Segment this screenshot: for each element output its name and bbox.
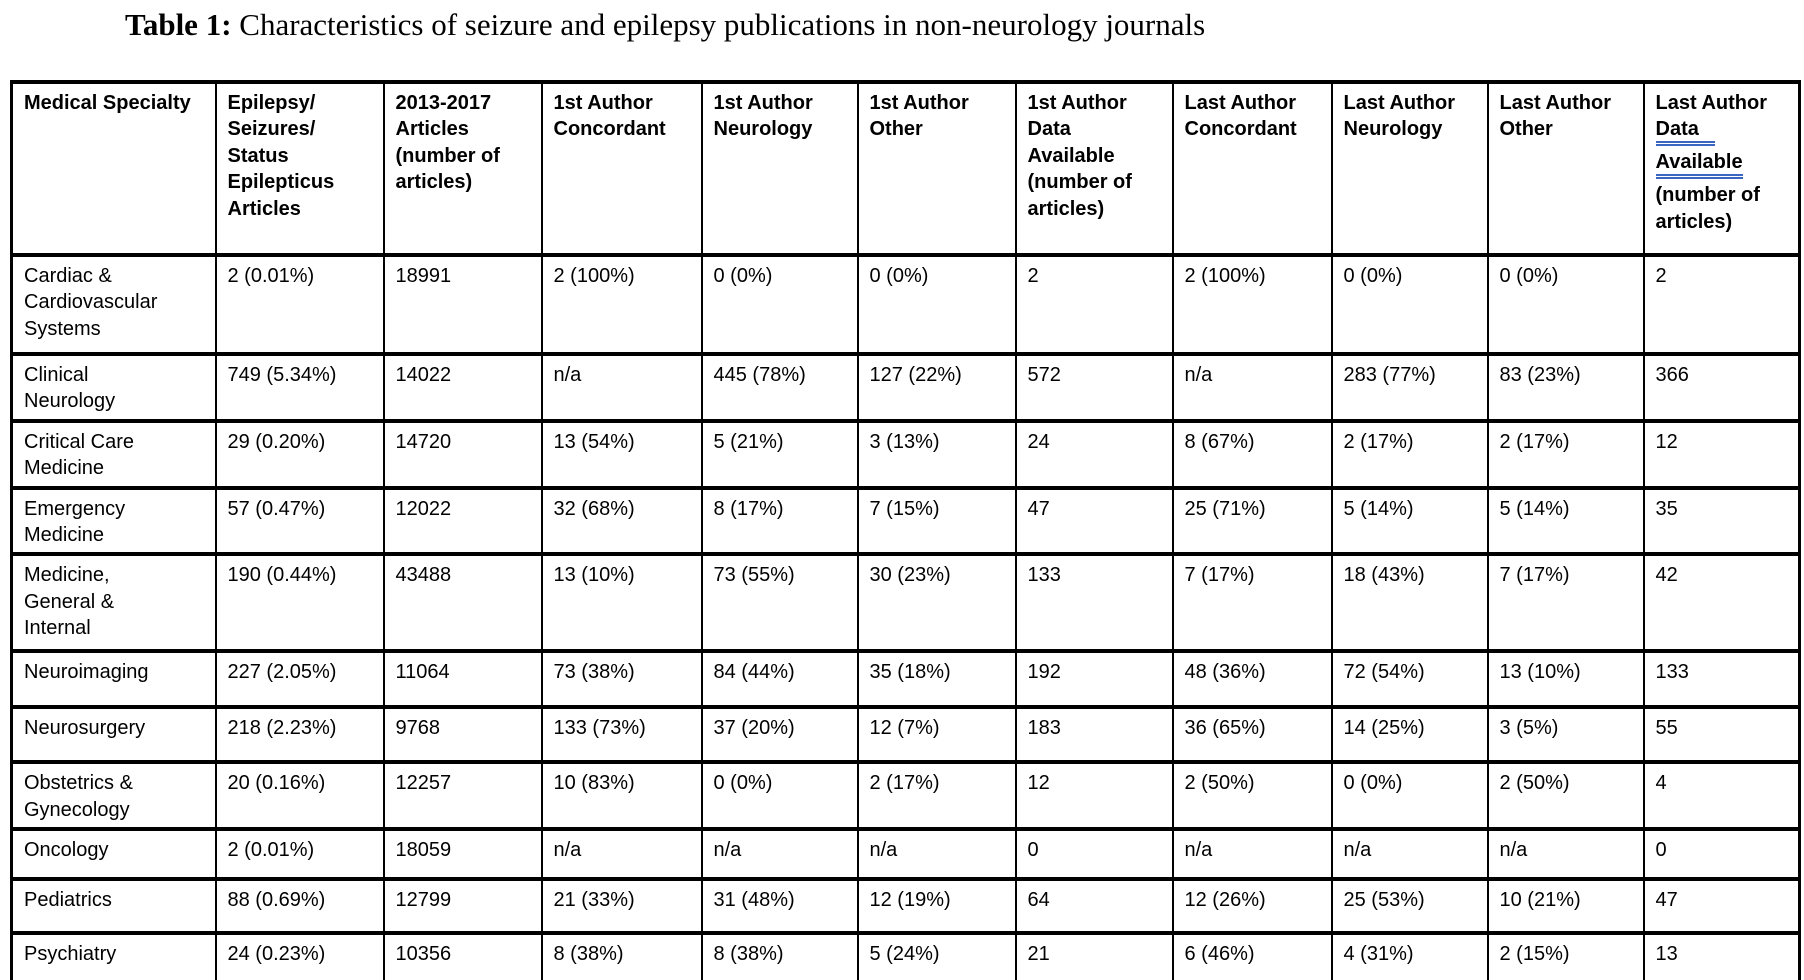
table-cell: 5 (14%) bbox=[1488, 488, 1644, 555]
table-cell: 14720 bbox=[384, 421, 542, 488]
table-cell: 88 (0.69%) bbox=[216, 879, 384, 933]
table-cell: 2 (17%) bbox=[858, 762, 1016, 829]
table-cell: 12 (19%) bbox=[858, 879, 1016, 933]
table-cell: 31 (48%) bbox=[702, 879, 858, 933]
table-cell: 12 bbox=[1016, 762, 1173, 829]
table-row bbox=[12, 651, 1800, 707]
table-cell: n/a bbox=[542, 829, 702, 879]
table-number-label: Table 1: bbox=[125, 7, 232, 42]
table-cell: 3 (5%) bbox=[1488, 707, 1644, 762]
table-cell: 2 bbox=[1644, 255, 1800, 354]
row-header-specialty: Pediatrics bbox=[12, 879, 216, 933]
table-cell: 8 (38%) bbox=[702, 933, 858, 980]
column-header-last-author-neurology: Last Author Neurology bbox=[1332, 82, 1488, 255]
table-cell: 13 (54%) bbox=[542, 421, 702, 488]
last-author-suffix: (number of articles) bbox=[1655, 184, 1760, 233]
table-cell: 37 (20%) bbox=[702, 707, 858, 762]
table-cell: 9768 bbox=[384, 707, 542, 762]
column-header-1st-author-neurology: 1st Author Neurology bbox=[702, 82, 858, 255]
table-cell: 133 bbox=[1016, 554, 1173, 651]
table-cell: 2 (100%) bbox=[1173, 255, 1332, 354]
table-cell: 25 (53%) bbox=[1332, 879, 1488, 933]
table-cell: 5 (21%) bbox=[702, 421, 858, 488]
column-header-1st-author-data-available: 1st Author Data Available (number of articles) bbox=[1016, 82, 1173, 255]
table-row bbox=[12, 554, 1800, 651]
row-header-specialty: Medicine, General & Internal bbox=[12, 554, 216, 651]
row-header-specialty: Neuroimaging bbox=[12, 651, 216, 707]
column-header-medical-specialty: Medical Specialty bbox=[12, 82, 216, 255]
table-cell: 227 (2.05%) bbox=[216, 651, 384, 707]
table-cell: 8 (38%) bbox=[542, 933, 702, 980]
table-cell: 35 (18%) bbox=[858, 651, 1016, 707]
table-cell: n/a bbox=[1173, 354, 1332, 421]
table-cell: 8 (67%) bbox=[1173, 421, 1332, 488]
table-cell: 43488 bbox=[384, 554, 542, 651]
table-cell: 64 bbox=[1016, 879, 1173, 933]
table-cell: 283 (77%) bbox=[1332, 354, 1488, 421]
table-cell: 2 (0.01%) bbox=[216, 829, 384, 879]
table-cell: 192 bbox=[1016, 651, 1173, 707]
table-cell: 12 bbox=[1644, 421, 1800, 488]
table-cell: 749 (5.34%) bbox=[216, 354, 384, 421]
table-cell: 5 (24%) bbox=[858, 933, 1016, 980]
table-row bbox=[12, 829, 1800, 879]
table-cell: 445 (78%) bbox=[702, 354, 858, 421]
table-row bbox=[12, 762, 1800, 829]
table-cell: 5 (14%) bbox=[1332, 488, 1488, 555]
column-header-2013-2017-articles: 2013-2017 Articles (number of articles) bbox=[384, 82, 542, 255]
table-cell: 24 bbox=[1016, 421, 1173, 488]
table-cell: 0 (0%) bbox=[702, 762, 858, 829]
table-cell: 2 (0.01%) bbox=[216, 255, 384, 354]
column-header-last-author-data-available bbox=[1644, 82, 1800, 255]
table-row bbox=[12, 354, 1800, 421]
row-header-specialty: Critical Care Medicine bbox=[12, 421, 216, 488]
publications-table bbox=[10, 80, 1801, 980]
table-cell: 12022 bbox=[384, 488, 542, 555]
table-row bbox=[12, 421, 1800, 488]
table-cell: 18991 bbox=[384, 255, 542, 354]
table-cell: n/a bbox=[542, 354, 702, 421]
table-body bbox=[12, 255, 1800, 980]
header-row bbox=[12, 82, 1800, 255]
table-row bbox=[12, 707, 1800, 762]
table-row bbox=[12, 488, 1800, 555]
table-cell: 14 (25%) bbox=[1332, 707, 1488, 762]
table-cell: 7 (17%) bbox=[1173, 554, 1332, 651]
column-header-epilepsy-articles: Epilepsy/ Seizures/ Status Epilepticus Articles bbox=[216, 82, 384, 255]
table-cell: 572 bbox=[1016, 354, 1173, 421]
table-cell: 35 bbox=[1644, 488, 1800, 555]
table-cell: 2 bbox=[1016, 255, 1173, 354]
table-cell: 4 (31%) bbox=[1332, 933, 1488, 980]
table-cell: 47 bbox=[1644, 879, 1800, 933]
column-header-last-author-concordant: Last Author Concordant bbox=[1173, 82, 1332, 255]
table-cell: 10 (83%) bbox=[542, 762, 702, 829]
table-cell: 73 (38%) bbox=[542, 651, 702, 707]
row-header-specialty: Cardiac & Cardiovascular Systems bbox=[12, 255, 216, 354]
table-row bbox=[12, 933, 1800, 980]
table-cell: 2 (50%) bbox=[1488, 762, 1644, 829]
row-header-specialty: Clinical Neurology bbox=[12, 354, 216, 421]
table-cell: 133 (73%) bbox=[542, 707, 702, 762]
table-cell: 6 (46%) bbox=[1173, 933, 1332, 980]
table-cell: 2 (100%) bbox=[542, 255, 702, 354]
table-cell: 13 bbox=[1644, 933, 1800, 980]
table-cell: 0 bbox=[1016, 829, 1173, 879]
table-cell: 24 (0.23%) bbox=[216, 933, 384, 980]
table-cell: 10356 bbox=[384, 933, 542, 980]
table-cell: 218 (2.23%) bbox=[216, 707, 384, 762]
table-cell: 4 bbox=[1644, 762, 1800, 829]
table-cell: 18 (43%) bbox=[1332, 554, 1488, 651]
table-cell: 183 bbox=[1016, 707, 1173, 762]
table-cell: 3 (13%) bbox=[858, 421, 1016, 488]
table-cell: 127 (22%) bbox=[858, 354, 1016, 421]
table-cell: 11064 bbox=[384, 651, 542, 707]
table-cell: 57 (0.47%) bbox=[216, 488, 384, 555]
table-cell: 12 (26%) bbox=[1173, 879, 1332, 933]
table-cell: n/a bbox=[1173, 829, 1332, 879]
table-cell: 2 (15%) bbox=[1488, 933, 1644, 980]
table-cell: 48 (36%) bbox=[1173, 651, 1332, 707]
underlined-word-data: Data bbox=[1656, 119, 1715, 146]
table-cell: 0 (0%) bbox=[1332, 762, 1488, 829]
table-cell: 72 (54%) bbox=[1332, 651, 1488, 707]
table-cell: 7 (15%) bbox=[858, 488, 1016, 555]
table-cell: 133 bbox=[1644, 651, 1800, 707]
table-cell: n/a bbox=[858, 829, 1016, 879]
table-title-text: Characteristics of seizure and epilepsy publications in non-neurology journals bbox=[231, 7, 1206, 42]
table-cell: 12799 bbox=[384, 879, 542, 933]
table-cell: 83 (23%) bbox=[1488, 354, 1644, 421]
table-cell: n/a bbox=[702, 829, 858, 879]
table-cell: 30 (23%) bbox=[858, 554, 1016, 651]
row-header-specialty: Obstetrics & Gynecology bbox=[12, 762, 216, 829]
column-header-last-author-other: Last Author Other bbox=[1488, 82, 1644, 255]
table-cell: 0 (0%) bbox=[858, 255, 1016, 354]
table-cell: 0 (0%) bbox=[1488, 255, 1644, 354]
table-row bbox=[12, 255, 1800, 354]
column-header-1st-author-other: 1st Author Other bbox=[858, 82, 1016, 255]
table-cell: 13 (10%) bbox=[1488, 651, 1644, 707]
table-row bbox=[12, 879, 1800, 933]
table-cell: 29 (0.20%) bbox=[216, 421, 384, 488]
table-cell: 21 (33%) bbox=[542, 879, 702, 933]
table-cell: 0 (0%) bbox=[1332, 255, 1488, 354]
row-header-specialty: Emergency Medicine bbox=[12, 488, 216, 555]
table-cell: 0 bbox=[1644, 829, 1800, 879]
table-cell: 47 bbox=[1016, 488, 1173, 555]
table-cell: 366 bbox=[1644, 354, 1800, 421]
column-header-1st-author-concordant: 1st Author Concordant bbox=[542, 82, 702, 255]
underlined-word-available: Available bbox=[1656, 152, 1743, 179]
table-cell: 25 (71%) bbox=[1173, 488, 1332, 555]
table-cell: 12257 bbox=[384, 762, 542, 829]
table-cell: 13 (10%) bbox=[542, 554, 702, 651]
table-cell: 12 (7%) bbox=[858, 707, 1016, 762]
table-cell: 10 (21%) bbox=[1488, 879, 1644, 933]
last-author-prefix: Last Author bbox=[1655, 92, 1767, 114]
table-cell: 20 (0.16%) bbox=[216, 762, 384, 829]
table-cell: 2 (17%) bbox=[1488, 421, 1644, 488]
table-cell: 21 bbox=[1016, 933, 1173, 980]
table-cell: 73 (55%) bbox=[702, 554, 858, 651]
table-cell: 0 (0%) bbox=[702, 255, 858, 354]
row-header-specialty: Psychiatry bbox=[12, 933, 216, 980]
table-cell: 14022 bbox=[384, 354, 542, 421]
table-cell: n/a bbox=[1332, 829, 1488, 879]
table-cell: 7 (17%) bbox=[1488, 554, 1644, 651]
table-cell: 36 (65%) bbox=[1173, 707, 1332, 762]
row-header-specialty: Oncology bbox=[12, 829, 216, 879]
table-cell: 2 (50%) bbox=[1173, 762, 1332, 829]
table-cell: 190 (0.44%) bbox=[216, 554, 384, 651]
table-header bbox=[12, 82, 1800, 255]
table-cell: 2 (17%) bbox=[1332, 421, 1488, 488]
table-title bbox=[125, 6, 1205, 43]
table-cell: 84 (44%) bbox=[702, 651, 858, 707]
table-cell: 32 (68%) bbox=[542, 488, 702, 555]
table-cell: 55 bbox=[1644, 707, 1800, 762]
table-cell: n/a bbox=[1488, 829, 1644, 879]
row-header-specialty: Neurosurgery bbox=[12, 707, 216, 762]
table-cell: 18059 bbox=[384, 829, 542, 879]
table-cell: 8 (17%) bbox=[702, 488, 858, 555]
table-cell: 42 bbox=[1644, 554, 1800, 651]
